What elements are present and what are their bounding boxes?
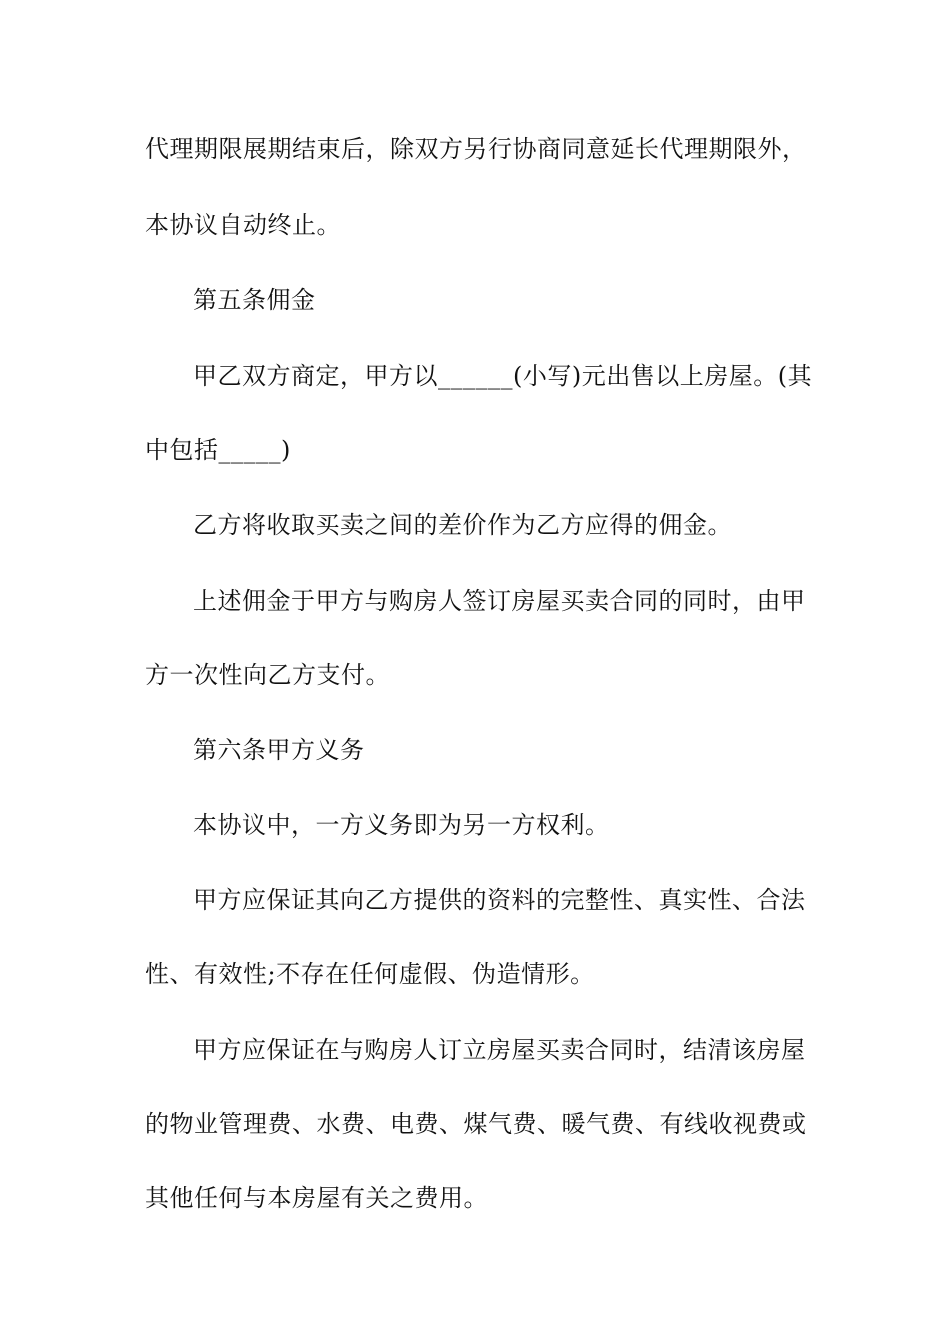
text-line: 本协议自动终止。 <box>145 211 341 239</box>
text-line: 的物业管理费、水费、电费、煤气费、暖气费、有线收视费或 <box>145 1110 807 1138</box>
section-heading: 第六条甲方义务 <box>193 736 365 764</box>
text-line: 甲方应保证其向乙方提供的资料的完整性、真实性、合法 <box>193 886 806 914</box>
text-line: 代理期限展期结束后，除双方另行协商同意延长代理期限外， <box>145 135 807 163</box>
text-line: 甲方应保证在与购房人订立房屋买卖合同时，结清该房屋 <box>193 1036 806 1064</box>
text-line: 性、有效性;不存在任何虚假、伪造情形。 <box>145 960 595 988</box>
section-heading: 第五条佣金 <box>193 286 316 314</box>
text-line: 上述佣金于甲方与购房人签订房屋买卖合同的同时，由甲 <box>193 587 806 615</box>
text-line: 乙方将收取买卖之间的差价作为乙方应得的佣金。 <box>193 511 732 539</box>
text-line: 本协议中，一方义务即为另一方权利。 <box>193 811 610 839</box>
text-line: 其他任何与本房屋有关之费用。 <box>145 1184 488 1212</box>
text-line: 方一次性向乙方支付。 <box>145 661 390 689</box>
text-line: 中包括_____) <box>145 436 291 464</box>
text-line: 甲乙双方商定，甲方以______(小写)元出售以上房屋。(其 <box>193 362 813 390</box>
